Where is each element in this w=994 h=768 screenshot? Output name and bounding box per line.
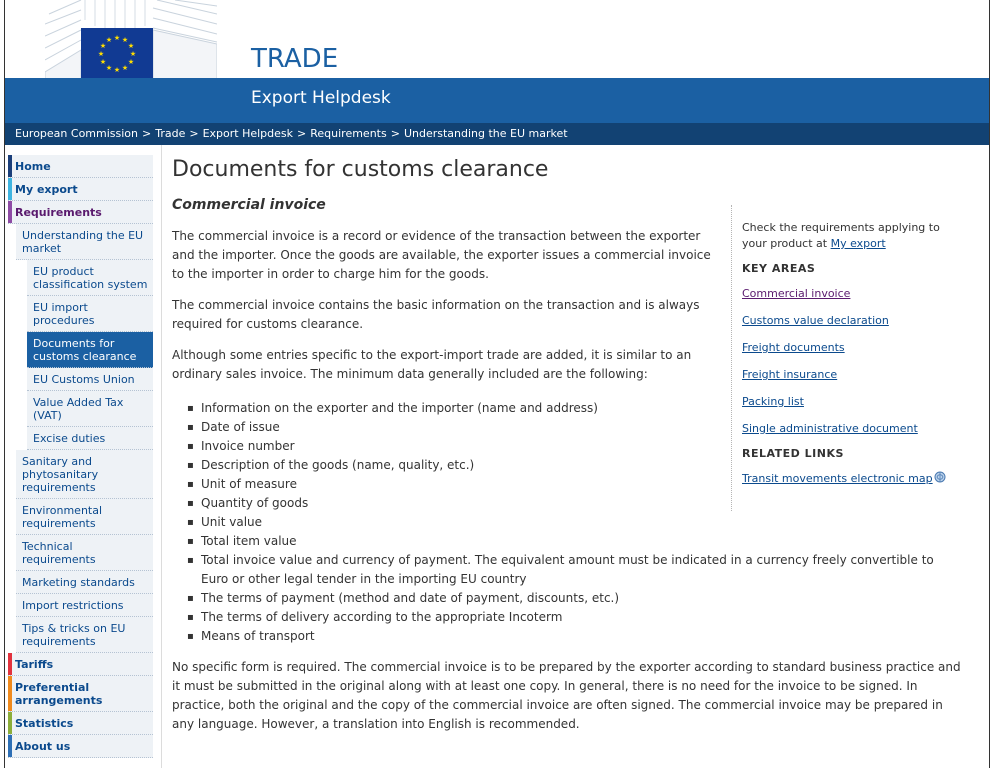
nav-label: Technical requirements xyxy=(22,540,96,566)
frame-border-left xyxy=(4,145,5,768)
transit-map-link[interactable]: Transit movements electronic map xyxy=(742,472,933,485)
nav-label: EU import procedures xyxy=(33,301,95,327)
nav-item-eu-product-classification[interactable] xyxy=(27,260,153,296)
nav-label: Tariffs xyxy=(15,658,54,671)
key-area-link-single-administrative-document[interactable]: Single administrative document xyxy=(742,422,918,435)
list-item: ▪ Quantity of goods xyxy=(201,494,962,513)
svg-text:★: ★ xyxy=(127,42,135,50)
svg-text:★: ★ xyxy=(99,42,107,50)
nav-label: EU Customs Union xyxy=(33,373,135,386)
paragraph-form-requirements: No specific form is required. The commercial invoice is to be prepared by the exporter according to standard business practice and it must be submitted in the original along with at least one copy. In general, there is no need for the invoice to be signed. In practice, both the original and the copy of the commercial invoice are often signed. The commercial invoice may be prepared in any language. However, a translation into English is recommended. xyxy=(172,660,961,731)
nav-label: Home xyxy=(15,160,51,173)
nav-label: About us xyxy=(15,740,71,753)
nav-item-statistics[interactable] xyxy=(8,712,153,735)
svg-text:★: ★ xyxy=(97,50,105,58)
nav-item-excise-duties[interactable] xyxy=(27,427,153,450)
nav-label: Understanding the EU market xyxy=(22,229,144,255)
nav-item-about-us[interactable] xyxy=(8,735,153,758)
list-item: ▪ Means of transport xyxy=(201,627,962,646)
svg-text:★: ★ xyxy=(99,58,107,66)
nav-label: My export xyxy=(15,183,78,196)
svg-text:★: ★ xyxy=(121,64,129,72)
list-item: ▪ Information on the exporter and the importer (name and address) xyxy=(201,399,962,418)
svg-text:★: ★ xyxy=(113,66,121,74)
breadcrumb-item[interactable]: European Commission xyxy=(15,127,139,140)
site-subtitle[interactable]: Export Helpdesk xyxy=(251,88,391,108)
list-item: ▪ The terms of delivery according to the appropriate Incoterm xyxy=(201,608,962,627)
paragraph-intro: The commercial invoice is a record or evidence of the transaction between the exporter and the importer. Once the goods are available, the exporter issues a commercial invoice to the importer in order to charge him for the goods. xyxy=(172,229,711,281)
list-item: ▪ Unit value xyxy=(201,513,962,532)
nav-item-tips-tricks[interactable] xyxy=(16,617,153,653)
nav-item-eu-import-procedures[interactable] xyxy=(27,296,153,332)
nav-item-home[interactable] xyxy=(8,155,153,178)
nav-item-vat[interactable] xyxy=(27,391,153,427)
nav-label: Value Added Tax (VAT) xyxy=(33,396,124,422)
nav-item-documents-customs-clearance[interactable] xyxy=(27,332,153,368)
header-band xyxy=(5,78,989,123)
site-title[interactable]: TRADE xyxy=(251,44,339,74)
sidebar-intro xyxy=(742,220,961,252)
key-areas-heading: KEY AREAS xyxy=(742,262,816,275)
nav-label: Preferential arrangements xyxy=(15,681,103,707)
key-area-link-commercial-invoice[interactable]: Commercial invoice xyxy=(742,287,851,300)
nav-item-my-export[interactable] xyxy=(8,178,153,201)
key-area-link-packing-list[interactable]: Packing list xyxy=(742,395,804,408)
svg-text:★: ★ xyxy=(113,34,121,42)
breadcrumb-separator: > xyxy=(142,127,152,140)
list-item: ▪ Total item value xyxy=(201,532,962,551)
frame-border-right xyxy=(989,145,990,768)
breadcrumb-separator: > xyxy=(390,127,400,140)
list-item: ▪ Total invoice value and currency of payment. The equivalent amount must be indicated in a currency freely convertible to Euro or other legal tender in the importing EU country xyxy=(201,551,961,589)
breadcrumb-item[interactable]: Trade xyxy=(155,127,186,140)
svg-text:★: ★ xyxy=(105,64,113,72)
external-link-icon xyxy=(934,471,946,483)
nav-item-sanitary-phytosanitary[interactable] xyxy=(16,450,153,499)
related-link-row xyxy=(742,471,961,487)
site-header xyxy=(4,0,990,123)
nav-item-technical[interactable] xyxy=(16,535,153,571)
svg-text:★: ★ xyxy=(105,36,113,44)
nav-label: Documents for customs clearance xyxy=(33,337,137,363)
nav-item-marketing-standards[interactable] xyxy=(16,571,153,594)
nav-item-preferential-arrangements[interactable] xyxy=(8,676,153,712)
page-title: Documents for customs clearance xyxy=(172,157,549,182)
breadcrumb xyxy=(4,123,990,145)
paragraph-basic-info: The commercial invoice contains the basic information on the transaction and is always required for customs clearance. xyxy=(172,298,700,331)
key-area-link-freight-insurance[interactable]: Freight insurance xyxy=(742,368,838,381)
svg-text:★: ★ xyxy=(129,50,137,58)
breadcrumb-current[interactable]: Understanding the EU market xyxy=(403,127,568,140)
key-area-link-freight-documents[interactable]: Freight documents xyxy=(742,341,845,354)
nav-label: Marketing standards xyxy=(22,576,135,589)
breadcrumb-separator: > xyxy=(297,127,307,140)
nav-divider xyxy=(161,145,162,768)
svg-text:★: ★ xyxy=(121,36,129,44)
related-links-heading: RELATED LINKS xyxy=(742,447,844,460)
list-item: ▪ Description of the goods (name, quality, etc.) xyxy=(201,456,962,475)
nav-label: Import restrictions xyxy=(22,599,124,612)
breadcrumb-item[interactable]: Requirements xyxy=(310,127,387,140)
breadcrumb-item[interactable]: Export Helpdesk xyxy=(202,127,294,140)
paragraph-minimum-data: Although some entries specific to the export-import trade are added, it is similar to an ordinary sales invoice. The minimum data generally included are the following: xyxy=(172,348,692,381)
nav-label: Requirements xyxy=(15,206,102,219)
list-item: ▪ Invoice number xyxy=(201,437,962,456)
nav-item-environmental[interactable] xyxy=(16,499,153,535)
nav-item-import-restrictions[interactable] xyxy=(16,594,153,617)
key-area-link-customs-value[interactable]: Customs value declaration xyxy=(742,314,889,327)
list-item: ▪ The terms of payment (method and date of payment, discounts, etc.) xyxy=(201,589,962,608)
sidebar-nav xyxy=(8,155,153,758)
list-item: ▪ Unit of measure xyxy=(201,475,962,494)
nav-item-eu-customs-union[interactable] xyxy=(27,368,153,391)
nav-item-tariffs[interactable] xyxy=(8,653,153,676)
nav-label: Tips & tricks on EU requirements xyxy=(22,622,126,648)
my-export-link[interactable]: My export xyxy=(830,237,886,250)
nav-item-requirements[interactable] xyxy=(8,201,153,224)
right-sidebar xyxy=(731,205,961,511)
eu-flag-icon xyxy=(81,28,153,78)
breadcrumb-separator: > xyxy=(189,127,199,140)
nav-label: Environmental requirements xyxy=(22,504,103,530)
section-title: Commercial invoice xyxy=(172,197,326,213)
nav-label: EU product classification system xyxy=(33,265,148,291)
nav-item-understanding-eu-market[interactable] xyxy=(16,224,153,260)
nav-label: Statistics xyxy=(15,717,74,730)
sidebar-intro-text: Check the requirements applying to your product at xyxy=(742,221,940,250)
svg-text:★: ★ xyxy=(127,58,135,66)
list-item: ▪ Date of issue xyxy=(201,418,962,437)
nav-label: Excise duties xyxy=(33,432,106,445)
nav-label: Sanitary and phytosanitary requirements xyxy=(22,455,99,494)
